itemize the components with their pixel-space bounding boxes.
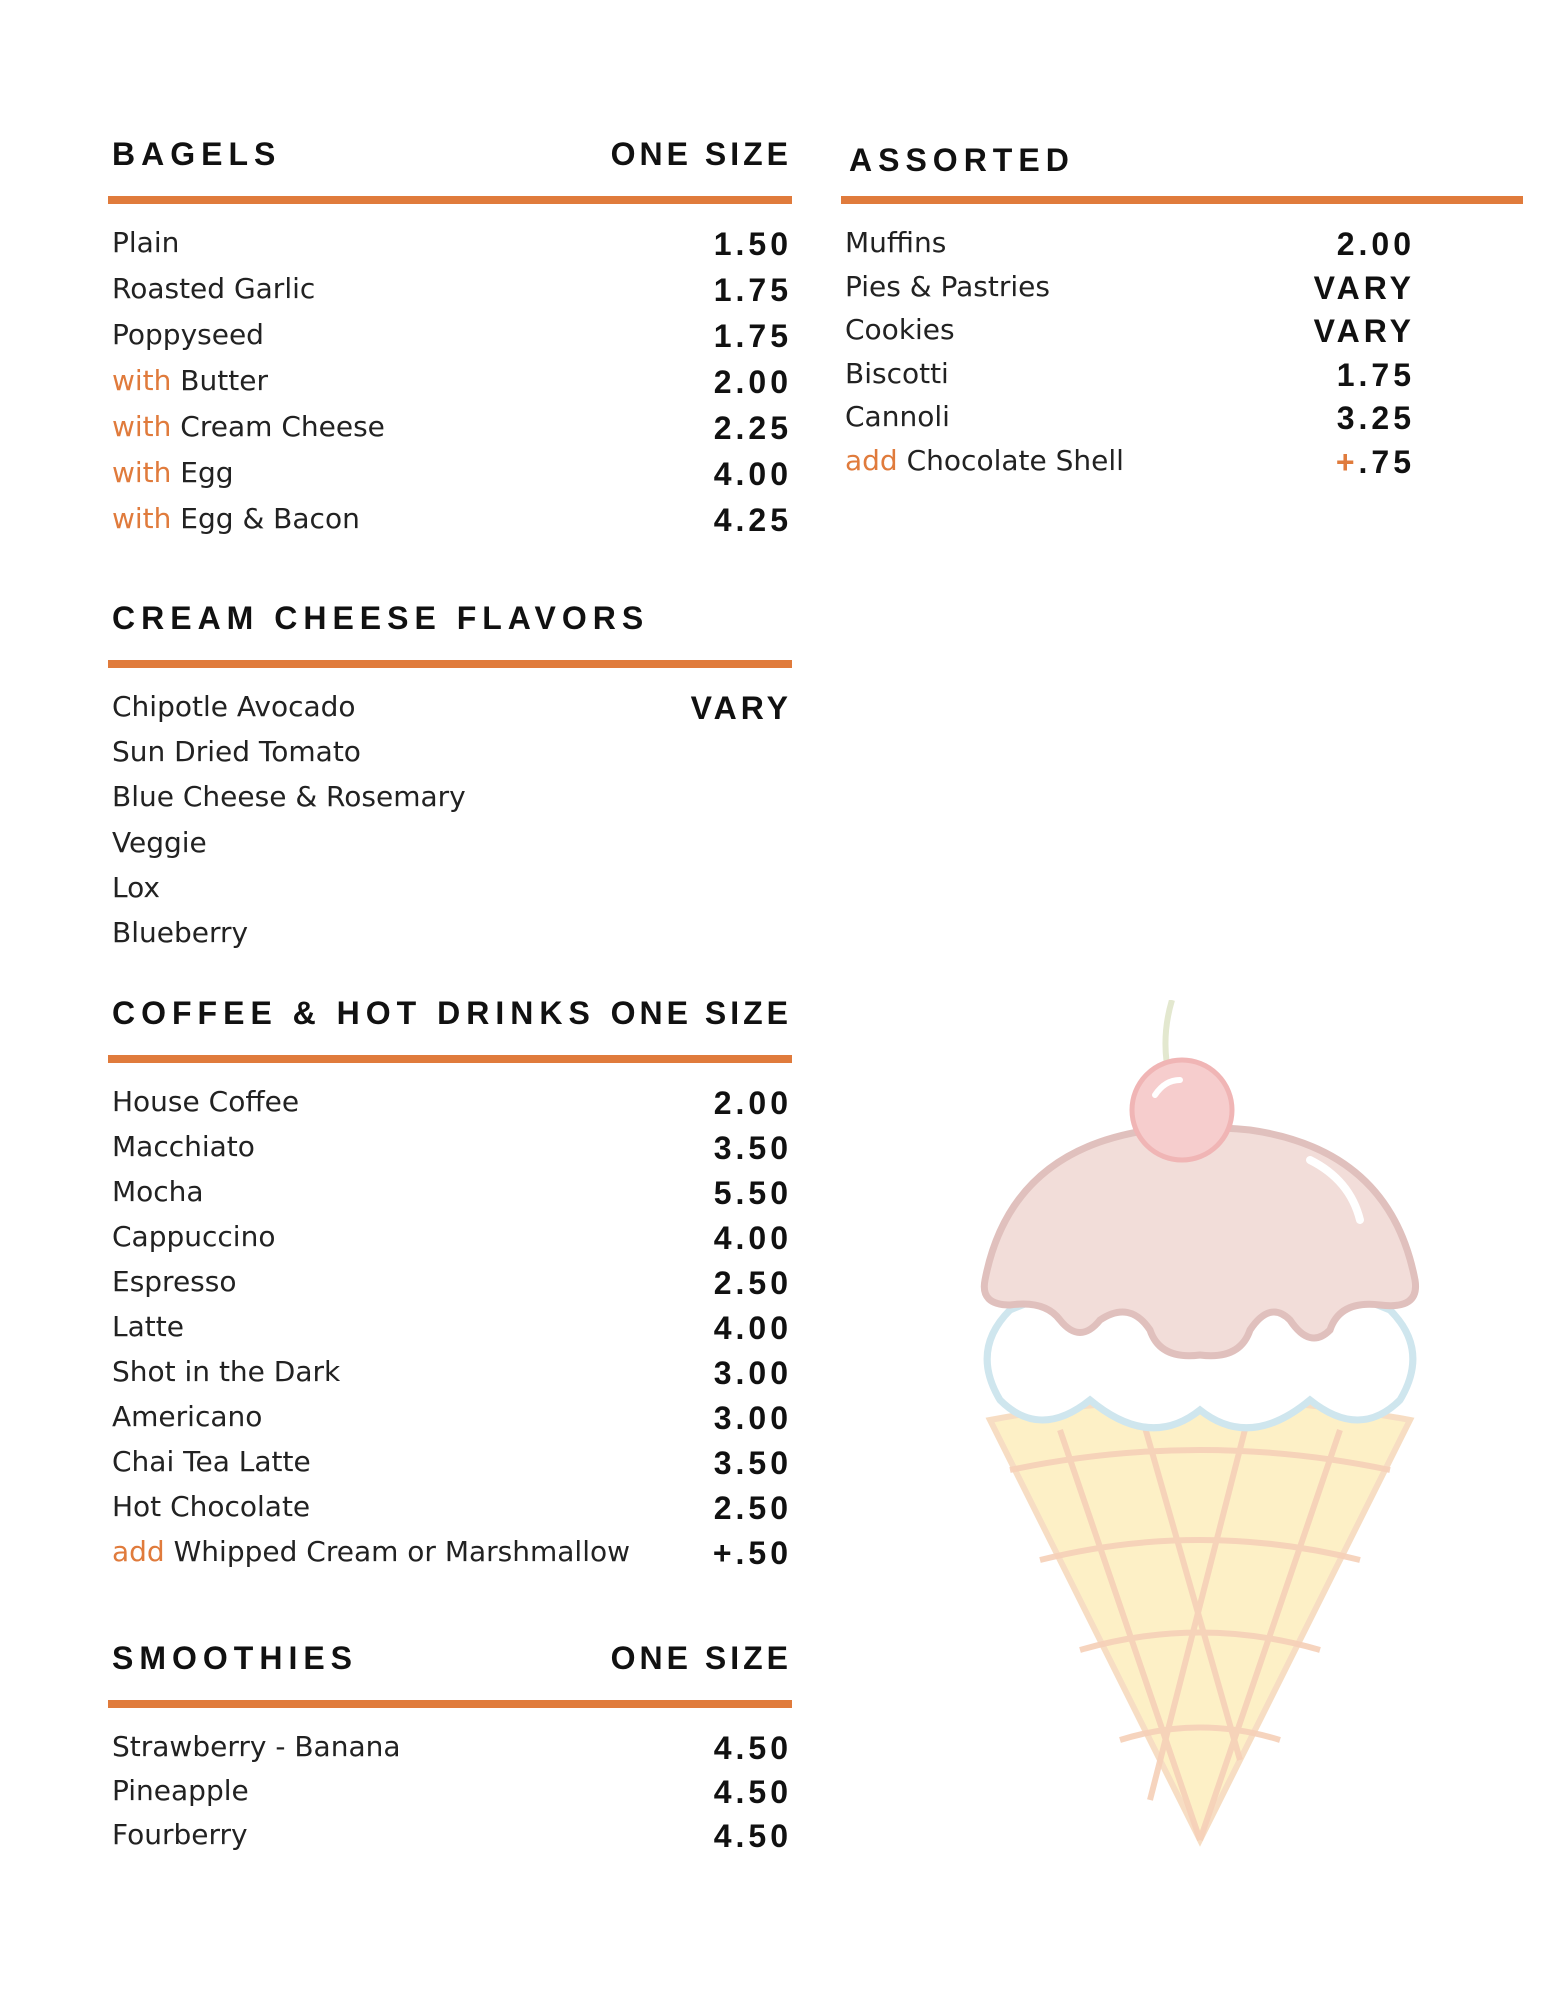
item-price: 4.00: [713, 1220, 792, 1256]
item-price: 4.00: [713, 1310, 792, 1346]
flavor-name: Lox: [112, 871, 160, 904]
item-label: Latte: [112, 1310, 184, 1343]
section-divider: [108, 660, 792, 668]
smoothie-row: [108, 1774, 792, 1818]
item-prefix: add: [845, 443, 898, 477]
coffee-row: [108, 1355, 792, 1400]
flavor-name: Blue Cheese & Rosemary: [112, 780, 466, 813]
section-title: BAGELS: [112, 136, 282, 172]
item-prefix: with: [112, 410, 172, 443]
item-name: [112, 272, 315, 305]
flavor-price: VARY: [690, 690, 792, 726]
item-label: Egg & Bacon: [171, 502, 360, 535]
item-price: VARY: [1313, 269, 1415, 306]
smoothies-items: [108, 1730, 792, 1862]
section-divider: [108, 196, 792, 204]
coffee-section: [108, 995, 792, 1580]
item-price: 4.50: [713, 1774, 792, 1810]
item-label: Mocha: [112, 1175, 204, 1208]
item-price: 2.00: [1336, 226, 1415, 262]
assorted-row: [841, 270, 1523, 314]
cream-cheese-section: [108, 600, 792, 961]
section-title: CREAM CHEESE FLAVORS: [112, 600, 650, 636]
item-name: [112, 1400, 262, 1433]
bagel-row: [108, 364, 792, 410]
section-size-label: ONE SIZE: [610, 136, 792, 172]
item-price: +.50: [712, 1535, 792, 1571]
coffee-row: [108, 1400, 792, 1445]
assorted-row: [841, 357, 1523, 401]
item-name: [112, 1730, 401, 1763]
item-name: [112, 1220, 275, 1253]
bagel-row: [108, 226, 792, 272]
item-name: [112, 364, 268, 397]
item-label: Hot Chocolate: [112, 1490, 311, 1523]
coffee-row: [108, 1175, 792, 1220]
item-prefix: with: [112, 364, 172, 397]
smoothie-row: [108, 1730, 792, 1774]
item-price: 3.50: [713, 1445, 792, 1481]
item-name: [112, 1085, 299, 1118]
item-label: House Coffee: [112, 1085, 300, 1118]
section-title: COFFEE & HOT DRINKS: [112, 995, 596, 1031]
flavor-name: Veggie: [112, 826, 207, 859]
item-name: [112, 1490, 310, 1523]
coffee-row: [108, 1535, 792, 1580]
assorted-row: [841, 313, 1523, 357]
cream-cheese-header: [108, 600, 792, 660]
item-price: 1.75: [713, 318, 792, 354]
assorted-row: [841, 400, 1523, 444]
item-price: 3.00: [713, 1355, 792, 1391]
item-price: [1336, 444, 1415, 481]
item-name: [845, 400, 950, 433]
item-label: Shot in the Dark: [112, 1355, 341, 1388]
item-price: VARY: [1313, 313, 1415, 349]
flavor-row: [108, 780, 792, 826]
ice-cream-cone-icon: [950, 1000, 1450, 1860]
bagels-section: [108, 136, 792, 548]
section-size-label: ONE SIZE: [610, 1640, 792, 1676]
flavor-name: Chipotle Avocado: [112, 690, 356, 723]
item-price: 4.50: [713, 1818, 792, 1854]
item-price: 2.00: [713, 364, 792, 400]
flavor-row: [108, 735, 792, 780]
item-name: [112, 1774, 249, 1807]
item-price: 1.50: [713, 226, 792, 262]
section-size-label: ONE SIZE: [610, 995, 792, 1031]
flavor-name: Blueberry: [112, 916, 249, 949]
bagel-row: [108, 410, 792, 456]
item-price: 5.50: [713, 1175, 792, 1211]
item-label: Chai Tea Latte: [112, 1445, 311, 1478]
item-prefix: add: [112, 1535, 165, 1568]
bagel-row: [108, 272, 792, 318]
assorted-header: [841, 142, 1523, 196]
item-label: Strawberry - Banana: [112, 1730, 401, 1763]
coffee-row: [108, 1220, 792, 1265]
price-accent: +: [1335, 443, 1359, 480]
item-name: [112, 1535, 630, 1568]
item-name: [112, 1355, 340, 1388]
item-name: [845, 444, 1124, 477]
item-label: Cannoli: [845, 400, 950, 433]
item-label: Pineapple: [112, 1774, 249, 1807]
coffee-row: [108, 1130, 792, 1175]
item-label: Roasted Garlic: [112, 272, 316, 305]
item-name: [112, 1265, 236, 1298]
coffee-row: [108, 1265, 792, 1310]
item-price: 4.50: [713, 1730, 792, 1766]
item-price: 3.25: [1336, 400, 1415, 436]
assorted-section: [841, 142, 1523, 487]
coffee-header: [108, 995, 792, 1055]
item-name: [112, 1818, 248, 1851]
price-value: .75: [1358, 443, 1415, 480]
item-name: [112, 1310, 184, 1343]
item-prefix: with: [112, 502, 172, 535]
item-name: [112, 502, 360, 535]
assorted-row: [841, 444, 1523, 488]
item-name: [845, 313, 955, 346]
item-label: Biscotti: [845, 356, 949, 390]
item-name: [845, 357, 949, 390]
bagel-row: [108, 502, 792, 548]
item-price: 3.50: [713, 1130, 792, 1166]
item-price: 1.75: [713, 272, 792, 308]
item-label: Whipped Cream or Marshmallow: [164, 1535, 631, 1568]
coffee-items: [108, 1085, 792, 1580]
item-name: [112, 410, 385, 443]
item-label: Cappuccino: [112, 1220, 276, 1253]
section-title: SMOOTHIES: [112, 1640, 359, 1676]
item-label: Cookies: [845, 313, 955, 346]
flavor-row: [108, 690, 792, 735]
assorted-items: [841, 226, 1523, 487]
item-price: 4.25: [713, 502, 792, 538]
bagels-header: [108, 136, 792, 196]
item-name: [112, 1175, 204, 1208]
item-name: [112, 318, 264, 351]
item-name: [845, 226, 946, 259]
coffee-row: [108, 1085, 792, 1130]
item-name: [112, 456, 234, 489]
item-label: Plain: [112, 226, 180, 259]
item-price: 2.50: [713, 1490, 792, 1526]
item-name: [845, 270, 1050, 303]
bagel-row: [108, 318, 792, 364]
item-label: Muffins: [845, 226, 947, 259]
section-divider: [108, 1700, 792, 1708]
flavor-row: [108, 826, 792, 871]
section-divider: [841, 196, 1523, 204]
cream-cheese-items: [108, 690, 792, 961]
item-price: 2.50: [713, 1265, 792, 1301]
item-prefix: with: [112, 456, 172, 489]
flavor-name: Sun Dried Tomato: [112, 735, 361, 768]
coffee-row: [108, 1445, 792, 1490]
item-price: 2.00: [713, 1085, 792, 1121]
section-title: ASSORTED: [849, 142, 1075, 178]
item-name: [112, 1130, 255, 1163]
section-divider: [108, 1055, 792, 1063]
item-price: 2.25: [713, 410, 792, 446]
flavor-row: [108, 916, 792, 961]
item-price: 3.00: [713, 1400, 792, 1436]
item-name: [112, 1445, 311, 1478]
item-label: Macchiato: [112, 1130, 255, 1163]
item-label: Butter: [171, 364, 268, 397]
item-name: [112, 226, 179, 259]
item-label: Cream Cheese: [171, 410, 385, 443]
item-label: Fourberry: [112, 1818, 248, 1851]
item-label: Poppyseed: [112, 318, 264, 351]
smoothie-row: [108, 1818, 792, 1862]
flavor-row: [108, 871, 792, 916]
item-price: 1.75: [1336, 356, 1415, 393]
item-label: Americano: [112, 1400, 263, 1433]
smoothies-section: [108, 1640, 792, 1862]
coffee-row: [108, 1490, 792, 1535]
item-label: Chocolate Shell: [897, 443, 1124, 477]
coffee-row: [108, 1310, 792, 1355]
bagel-row: [108, 456, 792, 502]
smoothies-header: [108, 1640, 792, 1700]
item-label: Egg: [171, 456, 234, 489]
bagels-items: [108, 226, 792, 548]
item-price: 4.00: [713, 456, 792, 492]
assorted-row: [841, 226, 1523, 270]
item-label: Espresso: [112, 1265, 237, 1298]
item-label: Pies & Pastries: [845, 269, 1050, 303]
